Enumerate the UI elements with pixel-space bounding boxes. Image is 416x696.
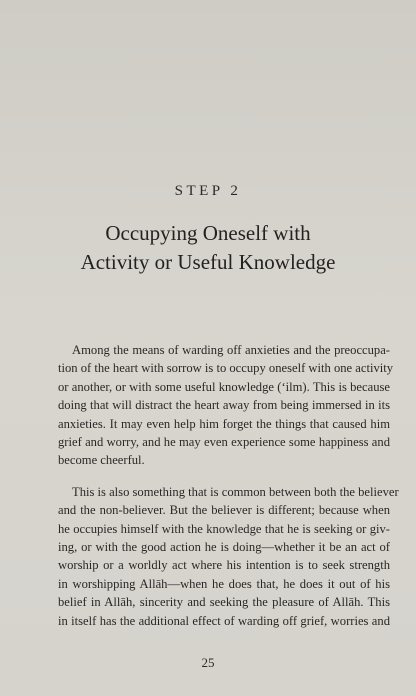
text-line: he occupies himself with the knowledge that he is seeking or giv- [58, 521, 390, 536]
chapter-title [0, 219, 416, 277]
page-number: 25 [201, 655, 215, 670]
text-line: worship or a worldly act where his intention is to seek strength [58, 558, 390, 573]
paragraph-1 [58, 341, 394, 470]
text-line: become cheerful. [58, 453, 145, 468]
text-line: anxieties. It may even help him forget the things that caused him [58, 416, 390, 431]
chapter-title-line: Activity or Useful Knowledge [80, 250, 336, 274]
text-line: grief and worry, and he may even experience some happiness and [58, 435, 390, 450]
paragraph-2 [58, 483, 399, 630]
text-line: or another, or with some useful knowledge (‘ilm). This is because [58, 379, 390, 394]
text-line: belief in Allāh, sincerity and seeking the pleasure of Allāh. This [58, 595, 390, 610]
chapter-title-line: Occupying Oneself with [105, 221, 311, 245]
text-line: and the non-believer. But the believer is different; because when [58, 503, 390, 518]
chapter-label: STEP 2 [174, 183, 242, 199]
text-line: in itself has the additional effect of warding off grief, worries and [58, 613, 390, 628]
text-line: in worshipping Allāh—when he does that, he does it out of his [58, 576, 390, 591]
text-line: doing that will distract the heart away from being immersed in its [58, 398, 390, 413]
body-text [58, 341, 399, 630]
text-line: This is also something that is common between both the believer [72, 484, 399, 499]
text-line: tion of the heart with sorrow is to occupy oneself with one activity [58, 361, 394, 376]
text-line: ing, or with the good action he is doing—whether it be an act of [58, 540, 390, 555]
text-line: Among the means of warding off anxieties and the preoccupa- [72, 343, 390, 357]
